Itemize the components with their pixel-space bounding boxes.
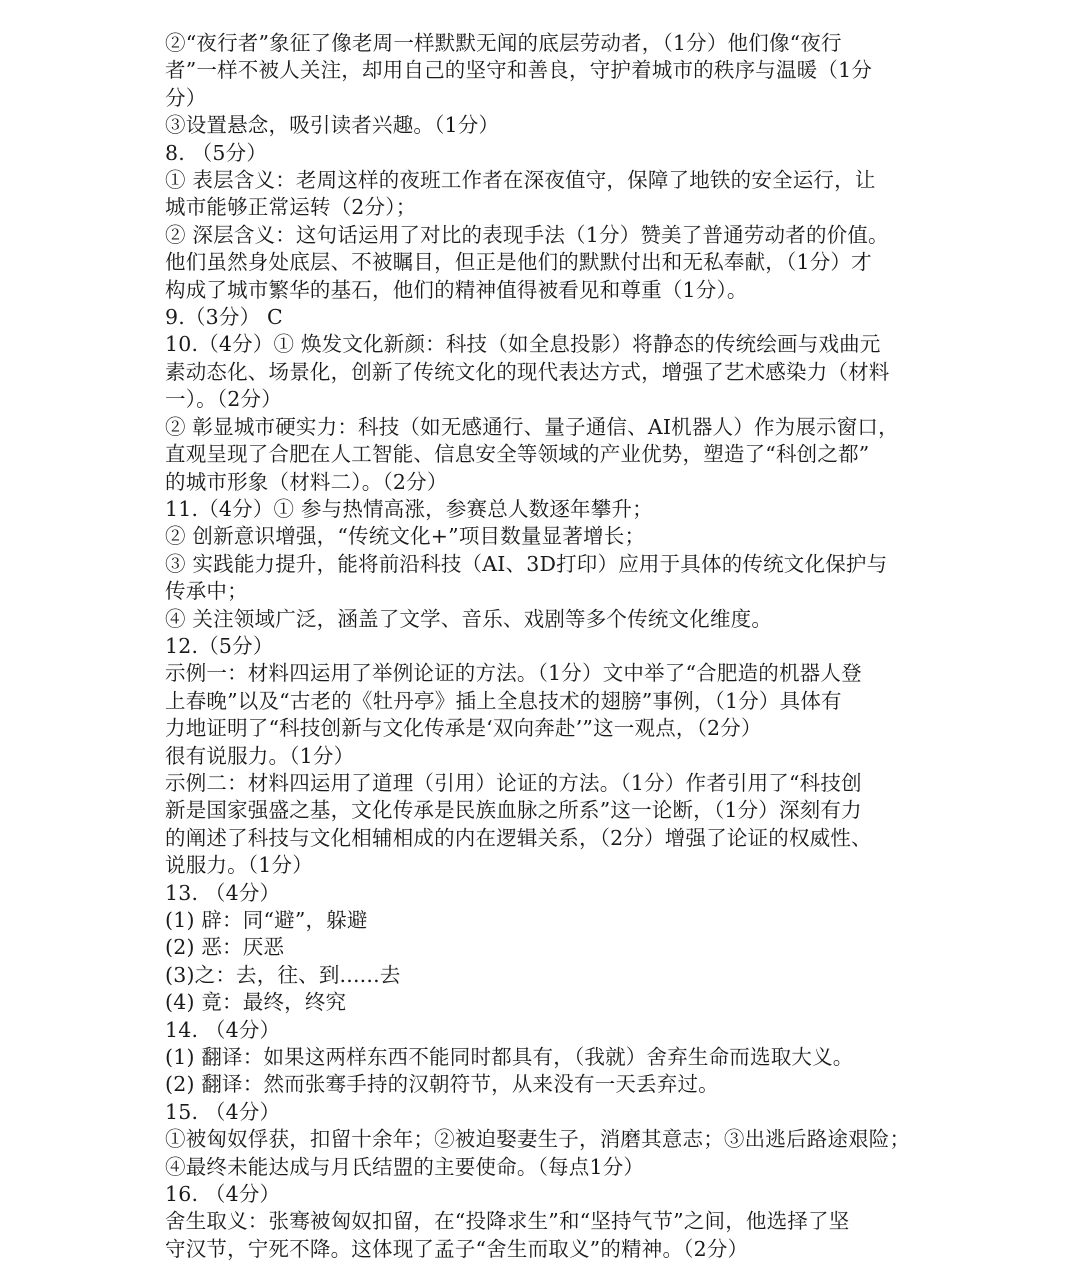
question-heading: 9.（3分） C — [165, 305, 283, 330]
text-line: ④最终未能达成与月氏结盟的主要使命。（每点1分） — [165, 1154, 645, 1179]
text-line: ③ 实践能力提升，能将前沿科技（AI、3D打印）应用于具体的传统文化保护与 — [165, 551, 888, 576]
text-line: 新是国家强盛之基，文化传承是民族血脉之所系”这一论断，（1分）深刻有力 — [165, 798, 862, 823]
text-line: 构成了城市繁华的基石，他们的精神值得被看见和尊重（1分）。 — [165, 277, 748, 302]
text-line: (2) 翻译：然而张骞手持的汉朝符节，从来没有一天丢弃过。 — [165, 1072, 719, 1097]
text-line: ② 彰显城市硬实力：科技（如无感通行、量子通信、AI机器人）作为展示窗口， — [165, 414, 899, 439]
text-line: 说服力。（1分） — [165, 853, 313, 878]
text-line: 者”一样不被人关注，却用自己的坚守和善良，守护着城市的秩序与温暖（1分 — [165, 58, 873, 83]
text-line: 力地证明了“科技创新与文化传承是‘双向奔赴’”这一观点，（2分） — [165, 716, 762, 741]
text-line: 直观呈现了合肥在人工智能、信息安全等领域的产业优势，塑造了“科创之都” — [165, 442, 870, 467]
text-line: 传承中； — [165, 579, 248, 604]
text-line: (2) 恶：厌恶 — [165, 935, 285, 960]
text-line: 守汉节，宁死不降。这体现了孟子“舍生而取义”的精神。（2分） — [165, 1236, 749, 1261]
text-line: 的城市形象（材料二）。（2分） — [165, 469, 448, 494]
question-heading: 14. （4分） — [165, 1017, 281, 1042]
text-line: ① 表层含义：老周这样的夜班工作者在深夜值守，保障了地铁的安全运行，让 — [165, 168, 876, 193]
question-heading: 13. （4分） — [165, 880, 281, 905]
question-heading: 15. （4分） — [165, 1099, 281, 1124]
text-line: ①被匈奴俘获，扣留十余年；②被迫娶妻生子，消磨其意志；③出逃后路途艰险； — [165, 1127, 911, 1152]
question-heading: 8. （5分） — [165, 140, 268, 165]
text-line: 的阐述了科技与文化相辅相成的内在逻辑关系，（2分）增强了论证的权威性、 — [165, 825, 872, 850]
text-line: ③设置悬念，吸引读者兴趣。（1分） — [165, 113, 500, 138]
text-line: (1) 辟：同“避”，躲避 — [165, 908, 368, 932]
text-line: 城市能够正常运转（2分）； — [165, 195, 417, 220]
question-heading: 12.（5分） — [165, 633, 274, 658]
text-line: 素动态化、场景化，创新了传统文化的现代表达方式，增强了艺术感染力（材料 — [165, 359, 890, 384]
text-line: (1) 翻译：如果这两样东西不能同时都具有，（我就）舍弃生命而选取大义。 — [165, 1045, 854, 1070]
text-line: 示例二：材料四运用了道理（引用）论证的方法。（1分）作者引用了“科技创 — [165, 770, 862, 795]
text-line: ② 深层含义：这句话运用了对比的表现手法（1分）赞美了普通劳动者的价值。 — [165, 222, 889, 247]
question-heading: 16. （4分） — [165, 1182, 281, 1207]
text-line: (3)之：去，往、到......去 — [165, 962, 401, 987]
text-line: 舍生取义：张骞被匈奴扣留，在“投降求生”和“坚持气节”之间，他选择了坚 — [165, 1209, 850, 1234]
question-heading: 11.（4分）① 参与热情高涨，参赛总人数逐年攀升； — [165, 496, 653, 521]
text-line: (4) 竟：最终，终究 — [165, 990, 347, 1015]
text-line: ② 创新意识增强，“传统文化+”项目数量显著增长； — [165, 524, 646, 549]
text-line: ②“夜行者”象征了像老周一样默默无闻的底层劳动者，（1分）他们像“夜行 — [165, 31, 842, 55]
text-line: 很有说服力。（1分） — [165, 743, 355, 768]
text-line: 他们虽然身处底层、不被瞩目，但正是他们的默默付出和无私奉献，（1分）才 — [165, 250, 872, 275]
text-line: ④ 关注领域广泛，涵盖了文学、音乐、戏剧等多个传统文化维度。 — [165, 606, 773, 631]
question-heading: 10.（4分）① 焕发文化新颜：科技（如全息投影）将静态的传统绘画与戏曲元 — [165, 332, 881, 357]
text-line: 分） — [165, 85, 207, 110]
text-line: 上春晚”以及“古老的《牡丹亭》插上全息技术的翅膀”事例，（1分）具体有 — [165, 688, 842, 713]
text-line: 一）。（2分） — [165, 387, 282, 412]
text-line: 示例一：材料四运用了举例论证的方法。（1分）文中举了“合肥造的机器人登 — [165, 661, 862, 686]
